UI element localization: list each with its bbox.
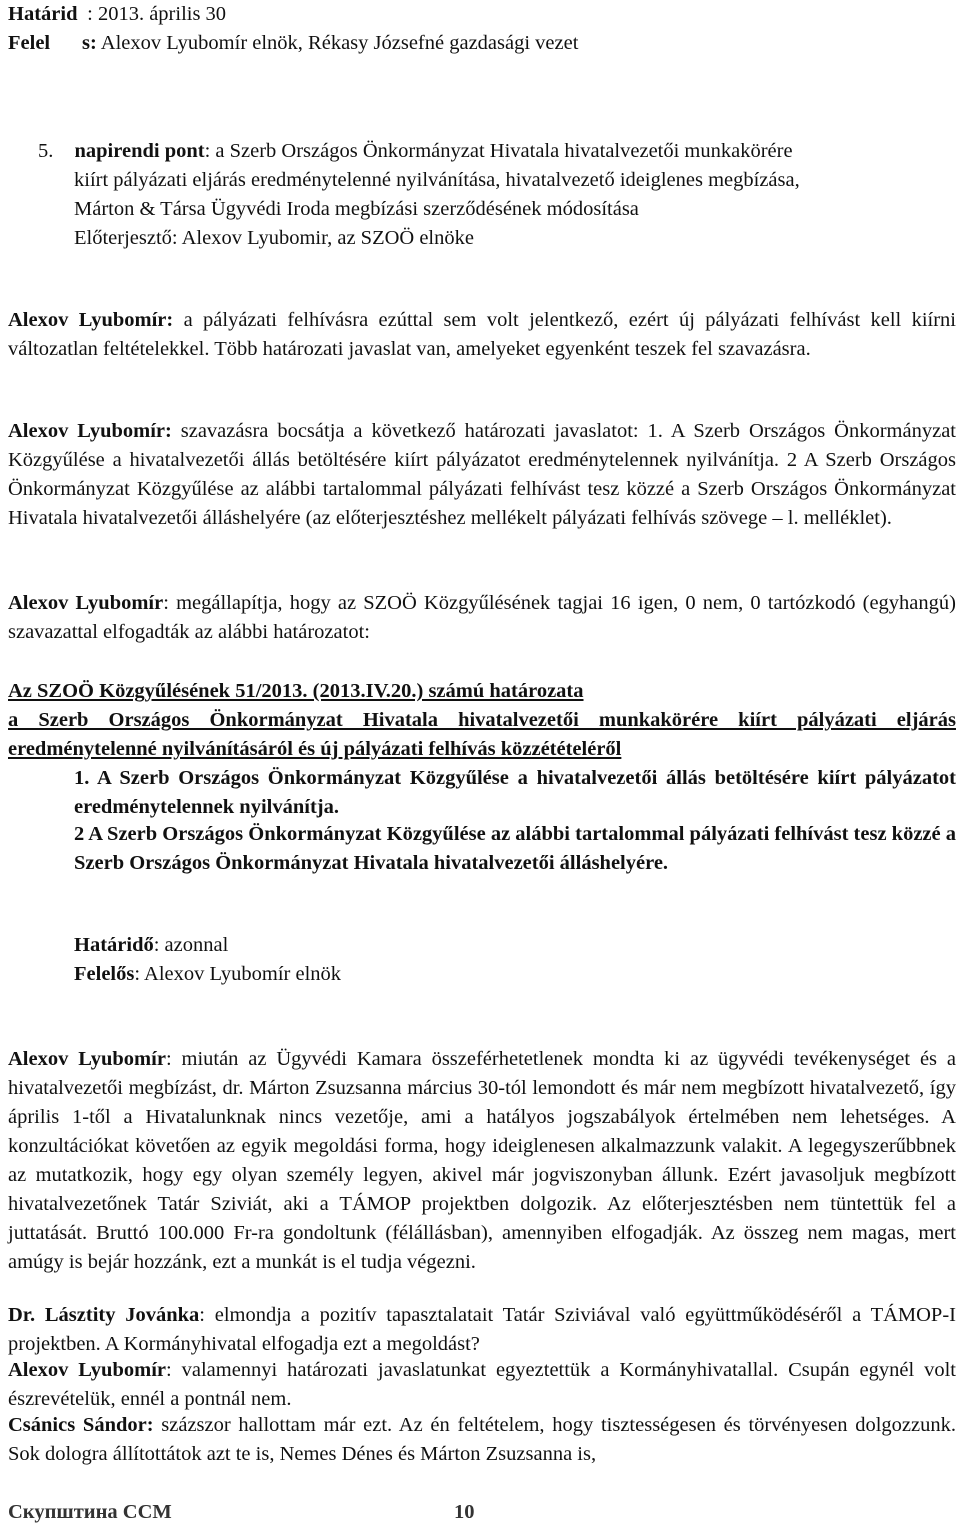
paragraph-text: : elmondja a pozitív tapasztalatait Tatár Sziviával való együttműködéséről a TÁMOP-I projektben. A Kormányhivatal elfogadja ezt a megoldást? [8, 1304, 956, 1355]
speaker-name: Dr. Lásztity Jovánka [8, 1304, 200, 1326]
resolution-title: Az SZOÖ Közgyűlésének 51/2013. (2013.IV.20.) számú határozata [8, 680, 584, 702]
agenda-number: 5. [38, 140, 54, 162]
paragraph-text: : valamennyi határozati javaslatunkat egyeztettük a Kormányhivatallal. Csupán egynél volt észrevételük, ennél a pontnál nem. [8, 1359, 956, 1410]
header-responsible-value: Alexov Lyubomír elnök, Rékasy Józsefné gazdasági vezet [96, 32, 579, 54]
header-deadline-value: : 2013. április 30 [82, 3, 227, 25]
speaker-name: Alexov Lyubomír: [8, 309, 174, 331]
paragraph-1 [8, 306, 956, 364]
paragraph-text: százszor hallottam már ezt. Az én feltételem, hogy tisztességesen és törvényesen dolgozzunk. Sok dologra állítottátok azt te is, Nemes Dénes és Márton Zsuzsanna is, [8, 1414, 956, 1465]
paragraph-text: : miután az Ügyvédi Kamara összeférhetetlenek mondta ki az ügyvédi tevékenységet és a hivatalvezetői megbízást, dr. Márton Zsuzsanna március 30-tól lemondott és már nem megbízott hivatalvezető, így április 1-től a Hivatalunknak nincs vezetője, ami a hatályos jogszabályok értelmében nem lehetséges. A konzultációkat követően az egyik megoldási forma, hogy ideiglenesen alkalmazzunk valakit. A legegyszerűbbnek az mutatkozik, hogy egy olyan személy legyen, akivel már jogviszonyban állunk. Ezért javasoljuk megbízott hivatalvezetőnek Tatár Sziviát, aki a TÁMOP projektben dolgozik. Az előterjesztésben nem tüntettük fel a juttatását. Bruttó 100.000 Fr-ra gondoltunk (félállásban), amennyiben elfogadják. Az összeg nem magas, mert amúgy is bejár hozzánk, ezt a munkát is el tudja végezni. [8, 1048, 956, 1273]
agenda-line-2: kiírt pályázati eljárás eredménytelenné nyilvánítása, hivatalvezető ideiglenes megbízása, [74, 169, 800, 191]
agenda-presenter: Előterjesztő: Alexov Lyubomir, az SZOÖ elnöke [74, 227, 474, 249]
page-footer [8, 1498, 475, 1527]
resolution-item-2: 2 A Szerb Országos Önkormányzat Közgyűlése az alábbi tartalommal pályázati felhívást tesz közzé a Szerb Országos Önkormányzat Hivatala hivatalvezetői álláshelyére. [74, 823, 956, 874]
page-number: 10 [454, 1501, 475, 1523]
agenda-line-1 [38, 137, 956, 166]
agenda-label: napirendi pont [74, 140, 205, 162]
header-deadline [8, 0, 956, 29]
paragraph-text: : megállapítja, hogy az SZOÖ Közgyűlésének tagjai 16 igen, 0 nem, 0 tartózkodó (egyhangú) szavazattal elfogadták az alábbi határozatot: [8, 592, 956, 643]
paragraph-2 [8, 417, 956, 533]
footer-label: Скупштина ССМ [8, 1501, 172, 1523]
discussion-paragraph-1 [8, 1045, 956, 1277]
discussion-paragraph-3 [8, 1356, 956, 1414]
paragraph-3 [8, 589, 956, 647]
speaker-name: Csánics Sándor: [8, 1414, 154, 1436]
resolution-responsible-value: : Alexov Lyubomír elnök [134, 963, 342, 985]
discussion-paragraph-4 [8, 1411, 956, 1469]
speaker-name: Alexov Lyubomír [8, 592, 164, 614]
header-responsible-s: s: [82, 32, 97, 54]
resolution-deadline [74, 931, 956, 960]
resolution-deadline-label: Határidő [74, 934, 154, 956]
speaker-name: Alexov Lyubomír [8, 1048, 166, 1070]
paragraph-text: a pályázati felhívásra ezúttal sem volt jelentkező, ezért új pályázati felhívást kell kiírni változatlan feltételekkel. Több határozati javaslat van, amelyeket egyenként teszek fel szavazásra. [8, 309, 956, 360]
agenda-line1-text: : a Szerb Országos Önkormányzat Hivatala hivatalvezetői munkakörére [204, 140, 793, 162]
resolution-item-1: 1. A Szerb Országos Önkormányzat Közgyűlése a hivatalvezetői állás betöltésére kiírt pályázatot eredménytelennek nyilvánítja. [74, 767, 956, 818]
header-responsible [8, 29, 956, 58]
resolution-responsible-label: Felelős [74, 963, 135, 985]
resolution-responsible [74, 960, 956, 989]
agenda-line-3: Márton & Társa Ügyvédi Iroda megbízási szerződésének módosítása [74, 198, 639, 220]
paragraph-text: szavazásra bocsátja a következő határozati javaslatot: 1. A Szerb Országos Önkormányzat Közgyűlése a hivatalvezetői állás betöltésére kiírt pályázatot eredménytelennek nyilvánítja. 2 A Szerb Országos Önkormányzat Közgyűlése az alábbi tartalommal pályázati felhívást tesz közzé a Szerb Országos Önkormányzat Hivatala hivatalvezetői álláshelyére (az előterjesztéshez mellékelt pályázati felhívás szövege – l. melléklet). [8, 420, 956, 529]
header-deadline-label: Határid [8, 3, 78, 25]
resolution-deadline-value: : azonnal [153, 934, 229, 956]
speaker-name: Alexov Lyubomír [8, 1359, 166, 1381]
resolution-subject: a Szerb Országos Önkormányzat Hivatala hivatalvezetői munkakörére kiírt pályázati eljárás eredménytelenné nyilvánításáról és új pályázati felhívás közzétételéről [8, 709, 956, 760]
header-responsible-label: Felel [8, 32, 51, 54]
discussion-paragraph-2 [8, 1301, 956, 1359]
speaker-name: Alexov Lyubomír: [8, 420, 172, 442]
